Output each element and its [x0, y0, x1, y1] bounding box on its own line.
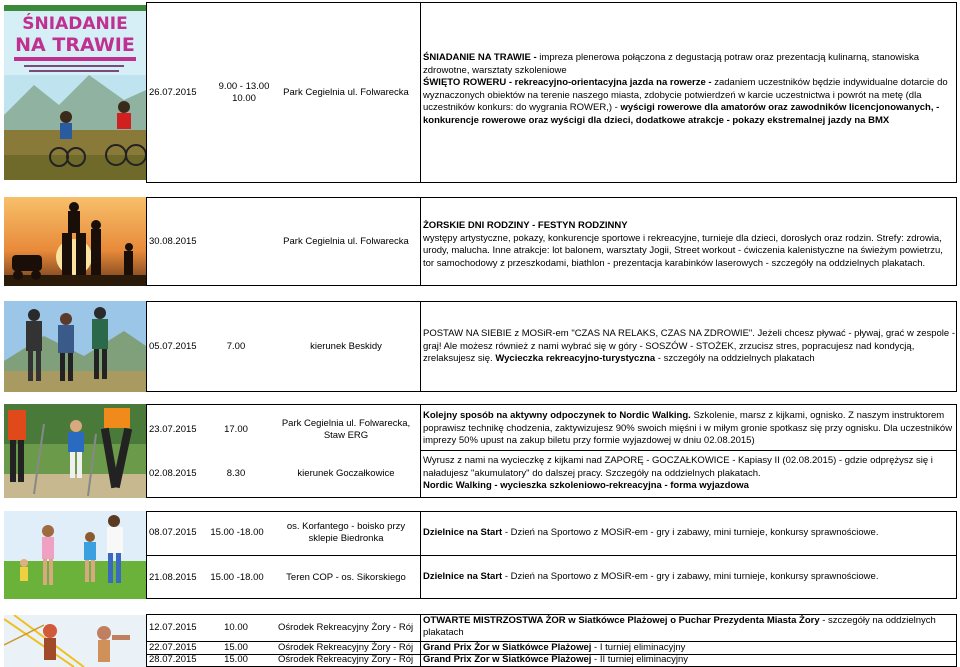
event-place: Park Cegielnia ul. Folwarecka: [283, 235, 409, 247]
description-bold-text: ŻORSKIE DNI RODZINY - FESTYN RODZINNY: [423, 220, 628, 231]
event-date: 26.07.2015: [149, 86, 197, 98]
event-place: Ośrodek Rekreacyjny Żory - Rój: [278, 622, 414, 633]
description-text: zadaniem uczestników będzie indywidualne dotarcie do wyznaczonych obiektów na terenie naszego miasta, zdobycie potwierdzeń w karcie uczestnictwa i powrót na metę (dla uczestników konkurs: do wygrania ROWER,) -: [423, 77, 948, 113]
description-text: - szczegóły na oddzielnych plakatach: [655, 353, 815, 364]
description-text: - szczegóły na oddzielnych plakatach: [423, 615, 936, 638]
description-text: - Dzień na Sportowo z MOSiR-em - gry i zabawy, mini turnieje, konkursy sprawnościowe.: [502, 571, 879, 582]
event-grid: [146, 2, 957, 183]
event-section-beskidy: [0, 301, 960, 392]
event-description: [423, 328, 958, 366]
event-place: Park Cegielnia ul. Folwarecka, Staw ERG: [281, 418, 411, 441]
description-paragraph: [423, 615, 943, 639]
event-grid: [146, 511, 957, 599]
event-time: 15.00 -18.00: [210, 571, 264, 583]
event-time: 17.00: [224, 424, 248, 435]
event-time: 15.00: [224, 654, 248, 665]
event-time: 10.00: [224, 622, 248, 633]
event-time: 15.00 -18.00: [210, 527, 264, 538]
description-bold-text: wyścigi rowerowe dla amatorów oraz zawodników licencjonowanych, - konkurencje rowerowe oraz wyścigi dla dzieci, dodatkowe atrakcje - pokazy ekstremalnej jazdy na BMX: [423, 102, 940, 126]
event-place: Park Cegielnia ul. Folwarecka: [283, 86, 409, 98]
event-section-siatkowka: [0, 614, 960, 667]
description-bold-text: ŚWIĘTO ROWERU - rekreacyjno-orientacyjna jazda na rowerze -: [423, 77, 715, 88]
event-description: [423, 654, 943, 666]
event-date: 08.07.2015: [149, 527, 197, 538]
event-description: [423, 52, 953, 127]
description-bold-text: Dzielnice na Start: [423, 527, 503, 538]
event-place: Ośrodek Rekreacyjny Żory - Rój: [278, 642, 414, 653]
event-description: [423, 410, 953, 448]
event-description: [423, 642, 943, 654]
description-bold-text: Grand Prix Żor w Siatkówce Plażowej: [423, 654, 592, 665]
event-place: Ośrodek Rekreacyjny Żory - Rój: [278, 654, 414, 665]
hikers-image: [4, 301, 146, 392]
event-description: [423, 571, 953, 584]
event-description: [423, 220, 953, 270]
event-date: 28.07.2015: [149, 654, 197, 665]
event-description: [423, 615, 943, 639]
description-bold-text: Wycieczka rekreacyjno-turystyczna: [495, 353, 656, 364]
event-time: 15.00: [224, 642, 248, 653]
event-time-line2: 10.00: [232, 92, 256, 104]
description-text: Szkolenie, marsz z kijkami, ognisko. Z naszym instruktorem poprawisz technikę chodzenia, zaktywizujesz 90% swoich mięśni i w miłym gronie spotkasz się przy ognisku. Dla uczestników imprezy 50% upust na zakup biletu przy formie wyjazdowej w dniu 02.08.2015): [423, 410, 953, 446]
running-family-image: [4, 511, 146, 599]
description-bold-text: ŚNIADANIE NA TRAWIE -: [423, 52, 540, 63]
description-paragraph: [423, 654, 943, 666]
event-date: 12.07.2015: [149, 622, 197, 633]
description-paragraph: [423, 328, 958, 366]
event-section-sniadanie: [0, 2, 960, 183]
event-section-dzielnice: [0, 511, 960, 599]
description-bold-text: Dzielnice na Start: [423, 571, 503, 582]
description-bold-text: OTWARTE MISTRZOSTWA ŻOR w Siatkówce Plażowej o Puchar Prezydenta Miasta Żory: [423, 615, 820, 626]
poster-title-line1: ŚNIADANIE: [22, 14, 128, 34]
event-grid: [146, 301, 957, 392]
description-paragraph: [423, 480, 953, 493]
event-grid: [146, 404, 957, 498]
description-bold-text: Grand Prix Żor w Siatkówce Plażowej: [423, 642, 592, 653]
event-time: 7.00: [226, 340, 246, 352]
event-date: 02.08.2015: [149, 468, 197, 479]
event-time-line1: 9.00 - 13.00: [218, 80, 270, 92]
event-date: 05.07.2015: [149, 340, 197, 352]
beach-volleyball-image: [4, 615, 146, 667]
description-text: POSTAW NA SIEBIE z MOSiR-em "CZAS NA RELAKS, CZAS NA ZDROWIE". Jeżeli chcesz pływać - pływaj, grać w zespole - graj! Ale możesz również z nami wybrać się w góry - SOSZÓW - STOŻEK, zrzucisz stres, popracujesz nad kondycją, zrelaksujesz się.: [423, 328, 956, 364]
description-text: - I turniej eliminacyjny: [591, 642, 686, 653]
event-place: os. Korfantego - boisko przy sklepie Biedronka: [286, 521, 406, 544]
description-paragraph: [423, 642, 943, 654]
event-time: [204, 2, 284, 183]
description-paragraph: [423, 52, 953, 77]
event-description: [423, 527, 953, 540]
sniadanie-poster-image: [4, 5, 146, 180]
event-grid: [146, 197, 957, 286]
description-text: - II turniej eliminacyjny: [591, 654, 689, 665]
description-bold-text: Nordic Walking - wycieszka szkoleniowo-rekreacyjna - forma wyjazdowa: [423, 480, 749, 491]
event-place: kierunek Goczałkowice: [297, 468, 395, 479]
event-time: 8.30: [226, 468, 246, 479]
event-grid: [146, 614, 957, 667]
event-section-nordic-walking: [0, 404, 960, 498]
event-date: 30.08.2015: [149, 235, 197, 247]
event-section-dni-rodziny: [0, 197, 960, 286]
description-paragraph: [423, 455, 953, 480]
event-date: 21.08.2015: [149, 571, 197, 583]
event-description: [423, 455, 953, 493]
event-date: 22.07.2015: [149, 642, 197, 653]
description-paragraph: [423, 571, 953, 584]
description-bold-text: Kolejny sposób na aktywny odpoczynek to Nordic Walking.: [423, 410, 694, 421]
family-sunset-image: [4, 197, 146, 286]
event-date: 23.07.2015: [149, 424, 197, 435]
poster-title-line2: NA TRAWIE: [15, 34, 135, 56]
description-paragraph: [423, 77, 953, 127]
description-text: impreza plenerowa połączona z degustacją potraw oraz prezentacją kulinarną, stanowiska zdrowotne, warsztaty szkoleniowe: [423, 52, 919, 76]
description-paragraph: [423, 233, 953, 271]
description-text: występy artystyczne, pokazy, konkurencje sportowe i rekreacyjne, turnieje dla dzieci, dorosłych oraz rodzin. Strefy: zdrowia, urody, malucha. Inne atrakcje: lot balonem, warsztaty Jogii, Street workout - ćwiczenia kalenistyczne na świeżym powietrzu, tor samochodowy z przeszkodami, biathlon - prezentacja karabinków laserowych - szczegóły na oddzielnych plakatach.: [423, 232, 943, 269]
description-paragraph: [423, 220, 953, 233]
description-paragraph: [423, 410, 953, 448]
description-text: - Dzień na Sportowo z MOSiR-em - gry i zabawy, mini turnieje, konkursy sprawnościowe.: [502, 527, 879, 538]
description-paragraph: [423, 527, 953, 540]
event-place: Teren COP - os. Sikorskiego: [286, 571, 406, 583]
description-text: Wyrusz z nami na wycieczkę z kijkami nad ZAPORĘ - GOCZAŁKOWICE - Kapiasy II (02.08.2015) - gdzie odprężysz się i naładujesz "akumulatory" do dalszej pracy. Szczegóły na oddzielnych plakatach.: [423, 455, 933, 479]
event-place: kierunek Beskidy: [310, 340, 382, 352]
nordic-walking-image: [4, 404, 146, 498]
